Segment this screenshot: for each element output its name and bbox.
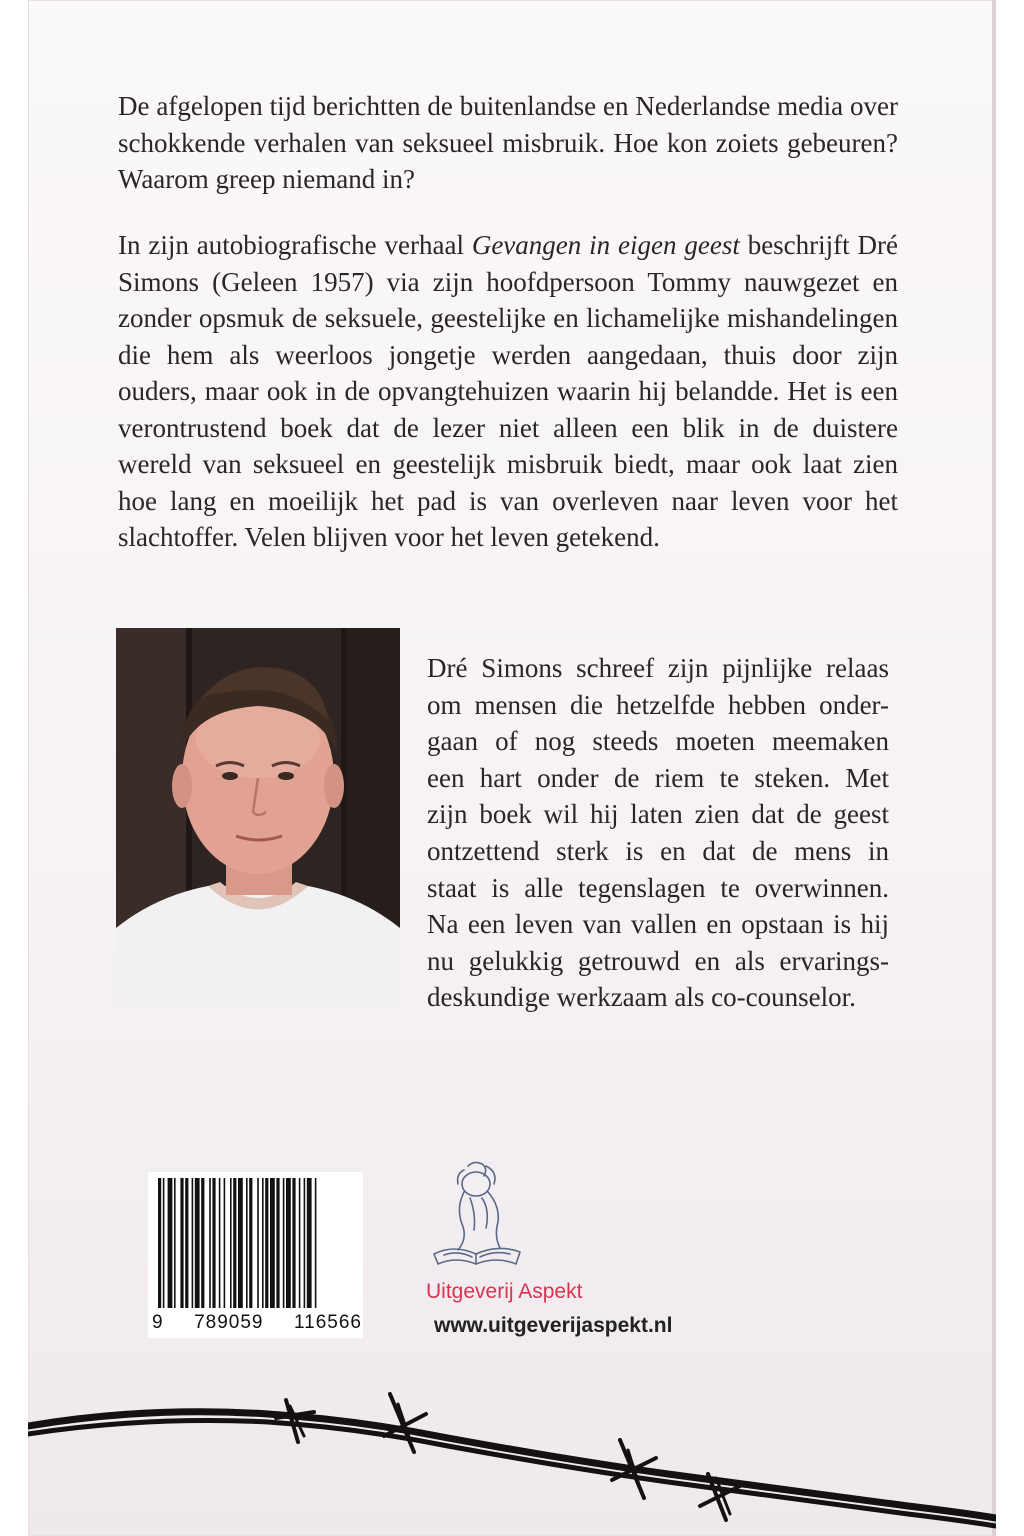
barcode-bar [246,1178,248,1308]
barcode-bar [270,1178,275,1308]
author-bio-line: Na een leven van vallen en opstaan is hij [427,909,889,940]
isbn-digit-group: 116566 [293,1312,362,1333]
barcode-bars [158,1178,353,1308]
barcode-bar [219,1178,221,1308]
publisher-name: Uitgeverij Aspekt [426,1280,583,1303]
publisher-url[interactable]: www.uitgeverijaspekt.nl [434,1314,673,1337]
barcode-bar [238,1178,243,1308]
barcode-bar [265,1178,268,1308]
barcode-bar [185,1178,188,1308]
author-portrait-image [116,628,400,1006]
barcode-bar [174,1178,176,1308]
author-bio-line: ontzettend sterk is en dat de mens in [427,835,889,866]
barcode-bar [233,1178,236,1308]
barcode-bar [283,1178,285,1308]
barcode-bar [276,1178,279,1308]
barcode-bar [201,1178,204,1308]
blurb-description-rest: beschrijft Dré Simons (Geleen 1957) via zijn hoofdpersoon Tommy nauwgezet en zonder opsmuk de seksuele, geestelijke en lichamelijke mishandelingen die hem als weerloos jongetje werden aangedaan, thuis door zijn ouders, maar ook in de opvangtehuizen waarin hij belandde. Het is een verontrustend boek dat de lezer niet alleen een blik in de duistere wereld van seksueel en geestelijk misbruik biedt, maar ook laat zien hoe lang en moeilijk het pad is van overleven naar leven voor het slachtoffer. Velen blijven voor het leven getekend. [118,230,898,552]
author-photo [116,628,400,1006]
book-back-cover [28,0,996,1536]
blurb-intro-paragraph: De afgelopen tijd berichtten de buitenlandse en Nederlandse media over schokkende verhalen van seksueel misbruik. Hoe kon zoiets gebeuren? Waarom greep niemand in? [118,91,898,194]
barcode-bar [209,1178,211,1308]
isbn-barcode [148,1172,363,1338]
barcode-bar [192,1178,194,1308]
barcode-bar [299,1178,301,1308]
book-title-italic: Gevangen in eigen geest [471,230,740,260]
barcode-bar [168,1178,173,1308]
barcode-bar [315,1178,317,1308]
barcode-bar [257,1178,259,1308]
barcode-bar [249,1178,252,1308]
barcode-bar [292,1178,295,1308]
barbed-wire-decoration [28,1378,996,1536]
isbn-digit-group: 9 [152,1312,164,1333]
author-bio-line: zijn boek wil hij laten zien dat de geest [427,799,889,830]
author-bio-line: Dré Simons schreef zijn pijnlijke relaas [427,653,889,683]
author-bio-line: staat is alle tegenslagen te overwinnen. [427,872,889,903]
reader-figure-icon [428,1158,528,1268]
barcode-bar [195,1178,200,1308]
barcode-bar [180,1178,183,1308]
author-bio-line: nu gelukkig getrouwd en als ervarings- [427,945,889,976]
barcode-bar [224,1178,226,1308]
author-bio-line: deskundige werkzaam als co-counselor. [427,982,856,1013]
barcode-bar [212,1178,215,1308]
author-bio-line: gaan of nog steeds moeten meemaken [427,726,889,757]
barcode-bar [304,1178,306,1308]
author-bio-line: om mensen die hetzelfde hebben onder- [427,689,889,720]
author-bio-paragraph [427,650,889,1016]
barcode-bar [230,1178,232,1308]
author-bio-line: een hart onder de riem te steken. Met [427,762,889,793]
barcode-bar [286,1178,291,1308]
barcode-bar [307,1178,312,1308]
blurb-description-start: In zijn autobiografische verhaal [118,230,472,260]
isbn-digits [152,1312,362,1334]
cover-edge [992,0,996,1536]
barcode-bar [163,1178,165,1308]
barcode-bar [158,1178,161,1308]
blurb-description-paragraph [118,227,898,556]
barcode-bar [262,1178,264,1308]
isbn-digit-group: 789059 [194,1312,264,1333]
